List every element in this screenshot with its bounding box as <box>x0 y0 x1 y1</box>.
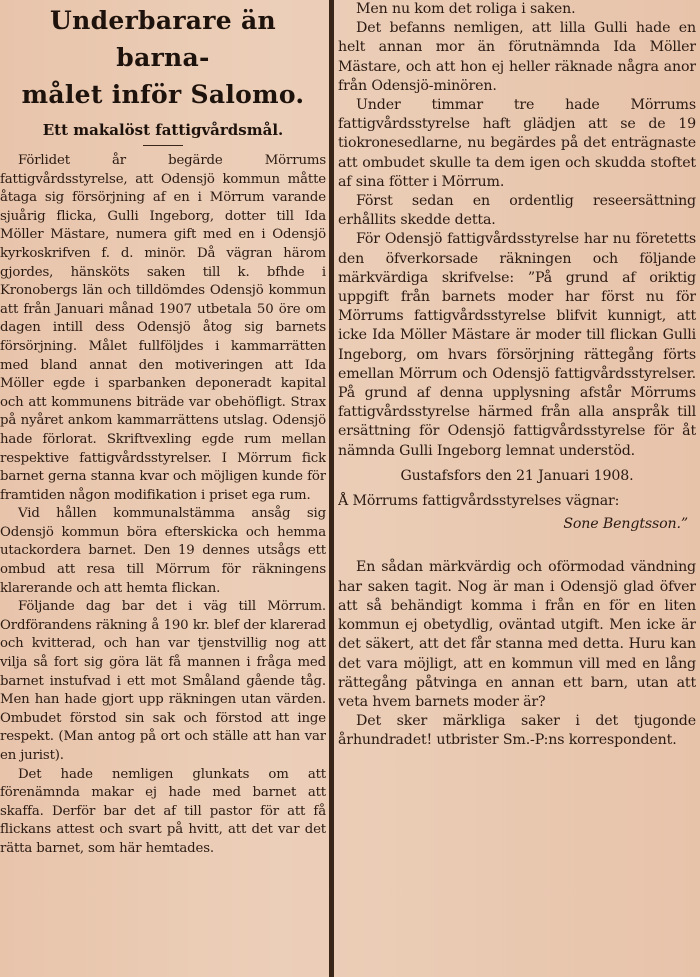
paragraph: En sådan märkvärdig och oförmodad vändning har saken tagit. Nog är man i Odensjö glad öfver att så behändigt komma i från en för en liten kommun ej obetydlig, oväntad utgift. Men icke är det säkert, att det får stanna med detta. Huru kan det vara möjligt, att en kommun vill med en lång rättegång påtvinga en annan ett barn, utan att veta hvem barnets moder är? <box>338 559 696 710</box>
signature: Sone Bengtsson.” <box>563 516 688 533</box>
paragraph: För Odensjö fattigvårdsstyrelse har nu företetts den öfverkorsade räkningen och följande märkvärdiga skrifvelse: ”På grund af oriktig uppgift från barnets moder har först nu för Mörrums fattigvårdsstyrelse blifvit kunnigt, att icke Ida Möller Mästare är moder till flickan Gulli Ingeborg, om hvars försörjning rättegång förts emellan Mörrum och Odensjö fattigvårdsstyrelser. På grund af denna upplysning afstår Mörrums fattigvårdsstyrelse härmed från alla anspråk till ersättning för Odensjö fattigvårdsstyrelse för åt nämnda Gulli Ingeborg lemnat understöd. <box>338 231 696 459</box>
paragraph: Det sker märkliga saker i det tjugonde århundradet! utbrister Sm.-P:ns korrespondent. <box>338 713 696 749</box>
column-rule <box>329 0 334 977</box>
paragraph: Det hade nemligen glunkats om att förenämnda makar ej hade med barnet att skaffa. Derför bar det af till pastor för att få flickans attest och svart på hvitt, att det var det rätta barnet, som här hemtades. <box>0 766 326 856</box>
divider <box>143 145 183 146</box>
headline <box>0 2 326 113</box>
signoff: Å Mörrums fattigvårdsstyrelses vägnar: <box>338 493 620 510</box>
right-column <box>338 0 696 751</box>
dateline: Gustafsfors den 21 Januari 1908. <box>400 467 634 484</box>
paragraph: Först sedan en ordentlig reseersättning erhållits skedde detta. <box>338 193 696 229</box>
paragraph: Men nu kom det roliga i saken. <box>356 1 576 17</box>
left-column <box>0 0 326 859</box>
paragraph: Under timmar tre hade Mörrums fattigvårdsstyrelse haft glädjen att se de 19 tiokronesedlarne, nu begärdes på det enträgnaste att ombudet skulle ta dem igen och skudda stoftet af sina fötter i Mörrum. <box>338 97 696 190</box>
paragraph: Vid hållen kommunalstämma ansåg sig Odensjö kommun böra efterskicka och hemma utackordera barnet. Den 19 dennes utsågs ett ombud att resa till Mörrum för räkningens klarerande och att hemta flickan. <box>0 506 326 596</box>
subheadline: Ett makalöst fattigvårdsmål. <box>42 121 284 139</box>
headline-line-1: Underbarare än barna- <box>50 6 276 72</box>
paragraph: Följande dag bar det i väg till Mörrum. Ordförandens räkning å 190 kr. blef der klarerad och kvitterad, och han var tjenstvillig nog att vilja så fort sig göra lät få mannen i fråga med barnet instufvad i ett mot Småland gående tåg. Men han hade gjort upp räkningen utan värden. Ombudet förstod sin sak och förstod att inge respekt. (Man antog på ort och ställe att han var en jurist). <box>0 599 326 763</box>
headline-line-2: målet inför Salomo. <box>21 80 305 109</box>
paragraph: Förlidet år begärde Mörrums fattigvårdsstyrelse, att Odensjö kommun måtte åtaga sig försörjning af en i Mörrum varande sjuårig flicka, Gulli Ingeborg, dotter till Ida Möller Mästare, numera gift med en i Odensjö kyrkoskrifven f. d. minör. Då vägran härom gjordes, hänsköts saken till k. bfhde i Kronobergs län och tilldömdes Odensjö kommun att från Januari månad 1907 utbetala 50 öre om dagen intill dess Odensjö åtog sig barnets försörjning. Målet fullföljdes i kammarrätten med bland annat den motiveringen att Ida Möller egde i sparbanken deponeradt kapital och att kommunens biträde var obehöfligt. Strax på nyåret ankom kammarrättens utslag. Odensjö hade förlorat. Skriftvexling egde rum mellan respektive fattigvårdsstyrelser. I Mörrum fick barnet gerna stanna kvar och möjligen kunde för framtiden någon modifikation i priset ega rum. <box>0 153 326 503</box>
paragraph: Det befanns nemligen, att lilla Gulli hade en helt annan mor än förutnämnda Ida Möller Mästare, och att hon ej heller räknade några anor från Odensjö-minören. <box>338 20 696 94</box>
section-gap <box>338 534 696 558</box>
